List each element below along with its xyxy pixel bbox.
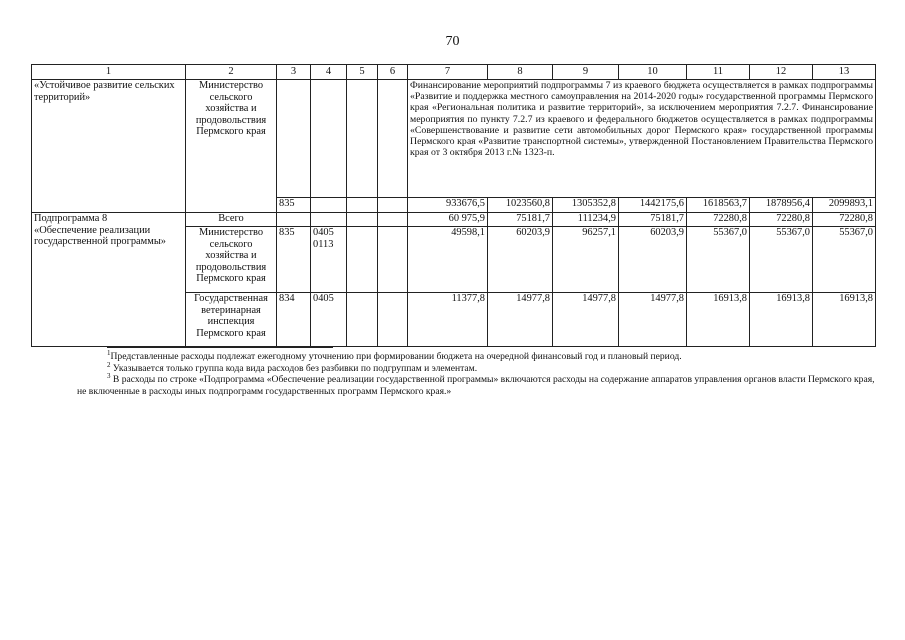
value-cell: 14977,8 [553, 293, 619, 347]
header-cell: 1 [32, 65, 186, 80]
value-cell: 1878956,4 [750, 198, 813, 213]
footnote-text: Представленные расходы подлежат ежегодному уточнению при формировании бюджета на очередной финансовый год и плановый период. [110, 351, 682, 362]
header-cell: 2 [186, 65, 277, 80]
value-cell: 1442175,6 [619, 198, 687, 213]
value-cell: 14977,8 [488, 293, 553, 347]
rz-pr-code: 0405 0113 [311, 227, 347, 293]
gr-code: 835 [277, 198, 311, 213]
header-cell: 10 [619, 65, 687, 80]
subprogram8-name [32, 213, 186, 347]
header-cell: 7 [408, 65, 488, 80]
header-cell: 3 [277, 65, 311, 80]
header-cell: 9 [553, 65, 619, 80]
header-cell: 13 [813, 65, 876, 80]
budget-table [31, 64, 876, 347]
value-cell: 72280,8 [813, 213, 876, 227]
value-cell: 16913,8 [813, 293, 876, 347]
value-cell: 2099893,1 [813, 198, 876, 213]
table-row-subprogram8-total [32, 213, 876, 227]
vet-executor: Государственная ветеринарная инспекция Пермского края [186, 293, 277, 347]
value-cell: 49598,1 [408, 227, 488, 293]
gr-code: 835 [277, 227, 311, 293]
value-cell: 55367,0 [687, 227, 750, 293]
page-number: 70 [445, 34, 460, 49]
subprogram7-name: «Устойчивое развитие сельских территорий» [32, 80, 186, 213]
value-cell: 72280,8 [750, 213, 813, 227]
value-cell: 1023560,8 [488, 198, 553, 213]
footnote-1 [77, 351, 877, 363]
footnote-mark: 3 [107, 372, 111, 381]
footnote-2 [77, 360, 877, 375]
value-cell: 16913,8 [687, 293, 750, 347]
subprogram8-title: Подпрограмма 8 [34, 213, 108, 224]
header-cell: 5 [347, 65, 378, 80]
rz-pr-code: 0405 [311, 293, 347, 347]
footnote-text: Указывается только группа кода вида расходов без разбивки по подгруппам и элементам. [112, 362, 478, 374]
header-row [32, 65, 876, 80]
financing-note: Финансирование мероприятий подпрограммы 7 из краевого бюджета осуществляется в рамках подпрограммы «Развитие и поддержка местного самоуправления на 2014-2020 годы» государственной программы Пермского края «Региональная политика и развитие территорий», за исключением мероприятия 7.2.7. Финансирование мероприятия по пункту 7.2.7 из краевого и федерального бюджетов осуществляется в рамках подпрограммы «Совершенствование и развитие сети автомобильных дорог Пермского края» государственной программы Пермского края «Развитие транспортной системы», утвержденной Постановлением Правительства Пермского края от 3 октября 2013 г.№ 1323-п. [408, 80, 876, 198]
subprogram8-subtitle: «Обеспечение реализации государственной программы» [34, 224, 166, 247]
footnote-mark: 2 [107, 360, 111, 369]
value-cell: 55367,0 [750, 227, 813, 293]
value-cell: 60 975,9 [408, 213, 488, 227]
header-cell: 6 [378, 65, 408, 80]
header-cell: 8 [488, 65, 553, 80]
value-cell: 75181,7 [488, 213, 553, 227]
total-label: Всего [186, 213, 277, 227]
footnote-text: В расходы по строке «Подпрограмма «Обеспечение реализации государственной программы» включаются расходы на содержание аппаратов управления органов власти Пермского края, не включенные в расходы иных подпрограмм государственных программ Пермского края.» [77, 374, 875, 397]
footnote-3 [77, 374, 877, 397]
gr-code: 834 [277, 293, 311, 347]
subprogram7-executor: Министерство сельского хозяйства и продовольствия Пермского края [186, 80, 277, 213]
value-cell: 933676,5 [408, 198, 488, 213]
header-cell: 4 [311, 65, 347, 80]
value-cell: 75181,7 [619, 213, 687, 227]
value-cell: 1618563,7 [687, 198, 750, 213]
footnote-mark: 1 [107, 349, 111, 357]
value-cell: 11377,8 [408, 293, 488, 347]
table-row-subprogram7-note [32, 80, 876, 198]
value-cell: 111234,9 [553, 213, 619, 227]
ministry-executor: Министерство сельского хозяйства и продовольствия Пермского края [186, 227, 277, 293]
value-cell: 60203,9 [488, 227, 553, 293]
value-cell: 16913,8 [750, 293, 813, 347]
value-cell: 55367,0 [813, 227, 876, 293]
value-cell: 60203,9 [619, 227, 687, 293]
value-cell: 72280,8 [687, 213, 750, 227]
header-cell: 12 [750, 65, 813, 80]
value-cell: 96257,1 [553, 227, 619, 293]
footnotes [77, 347, 877, 397]
header-cell: 11 [687, 65, 750, 80]
value-cell: 1305352,8 [553, 198, 619, 213]
value-cell: 14977,8 [619, 293, 687, 347]
